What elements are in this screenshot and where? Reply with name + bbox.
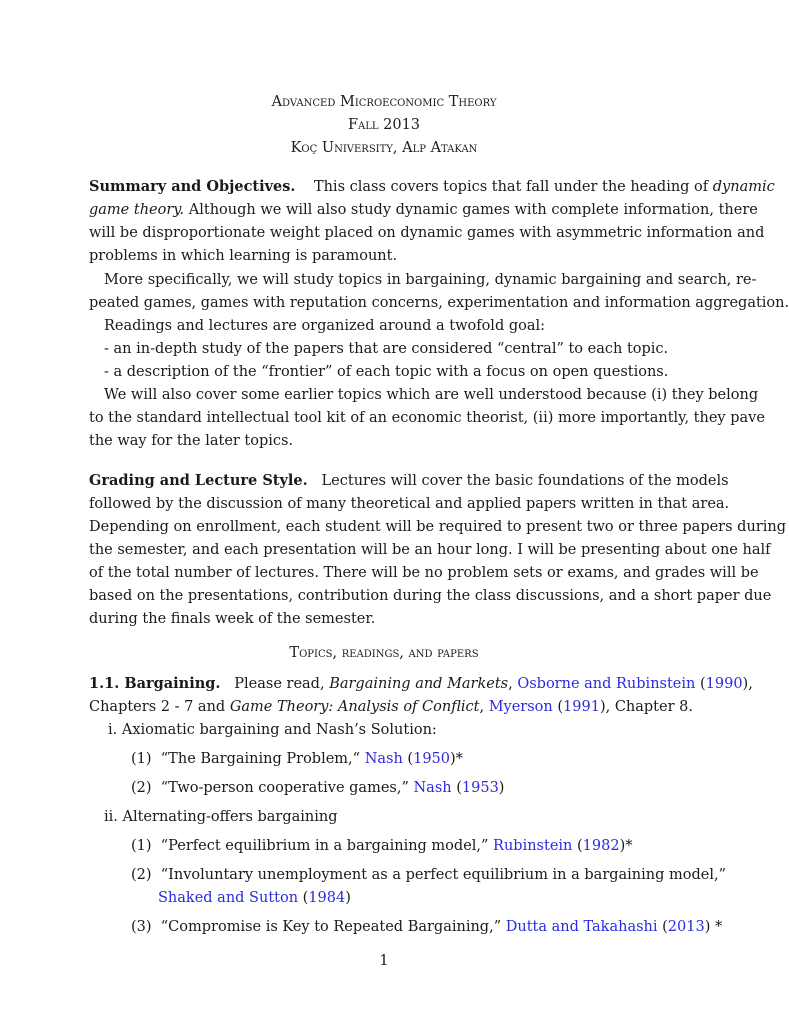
page-number: 1: [379, 953, 389, 969]
grading-line-4: the semester, and each presentation will be an hour long. I will be presenting about one half: [89, 542, 771, 558]
summary-goal-1: - an in-depth study of the papers that are considered “central” to each topic.: [104, 341, 669, 357]
summary-goal-2: - a description of the “frontier” of each topic with a focus on open questions.: [104, 364, 669, 380]
course-institution: Koç University, Alp Atakan: [290, 140, 478, 156]
grading-line-3: Depending on enrollment, each student will be required to present two or three papers during: [89, 519, 786, 535]
grading-line-5: of the total number of lectures. There will be no problem sets or exams, and grades will be: [89, 565, 759, 581]
summary-line-4: problems in which learning is paramount.: [89, 248, 398, 264]
citation-year-link[interactable]: 1982: [582, 838, 620, 854]
citation-link[interactable]: Myerson: [488, 699, 553, 715]
reading-item: (3) “Compromise is Key to Repeated Bargaining,” Dutta and Takahashi (2013) *: [131, 919, 723, 935]
reading-item: (2) “Involuntary unemployment as a perfect equilibrium in a bargaining model,”: [131, 867, 727, 883]
citation-link[interactable]: Osborne and Rubinstein: [517, 676, 696, 692]
summary-line-1: Summary and Objectives. This class covers topics that fall under the heading of dynamic: [89, 178, 775, 195]
summary-p2-line-1: More specifically, we will study topics in bargaining, dynamic bargaining and search, re-: [104, 272, 757, 288]
summary-line-3: will be disproportionate weight placed on dynamic games with asymmetric information and: [89, 225, 765, 241]
summary-heading: Summary and Objectives.: [89, 178, 296, 195]
summary-p2-line-2: peated games, games with reputation concerns, experimentation and information aggregation.: [89, 295, 789, 311]
reading-item: (1) “The Bargaining Problem,“ Nash (1950)*: [131, 751, 463, 767]
summary-p6-line-3: the way for the later topics.: [89, 433, 294, 449]
summary-line-2: game theory. Although we will also study dynamic games with complete information, there: [89, 202, 758, 218]
subtopic-alternating-offers: ii. Alternating-offers bargaining: [104, 809, 338, 825]
grading-heading: Grading and Lecture Style.: [89, 472, 308, 489]
topics-heading: Topics, readings, and papers: [289, 645, 479, 661]
grading-line-6: based on the presentations, contribution during the class discussions, and a short paper due: [89, 588, 772, 604]
citation-year-link[interactable]: 1953: [461, 780, 499, 796]
citation-link[interactable]: Dutta and Takahashi: [505, 919, 658, 935]
citation-year-link[interactable]: 2013: [667, 919, 705, 935]
citation-year-link[interactable]: 1950: [413, 751, 450, 767]
bargaining-line-2: Chapters 2 - 7 and Game Theory: Analysis of Conflict, Myerson (1991), Chapter 8.: [89, 699, 693, 715]
grading-line-2: followed by the discussion of many theoretical and applied papers written in that area.: [89, 496, 730, 512]
reading-item-continued: Shaked and Sutton (1984): [158, 890, 351, 906]
summary-p6-line-2: to the standard intellectual tool kit of an economic theorist, (ii) more importantly, they pave: [89, 410, 765, 426]
bargaining-heading: 1.1. Bargaining.: [89, 675, 221, 692]
reading-item: (1) “Perfect equilibrium in a bargaining model,” Rubinstein (1982)*: [131, 838, 633, 854]
citation-link[interactable]: Nash: [413, 780, 452, 796]
course-title: Advanced Microeconomic Theory: [271, 94, 497, 110]
summary-p3: Readings and lectures are organized around a twofold goal:: [104, 318, 546, 334]
citation-link[interactable]: Shaked and Sutton: [158, 890, 299, 906]
citation-year-link[interactable]: 1990: [705, 676, 743, 692]
subtopic-axiomatic: i. Axiomatic bargaining and Nash’s Solution:: [108, 722, 437, 738]
citation-link[interactable]: Rubinstein: [493, 838, 573, 854]
citation-year-link[interactable]: 1991: [563, 699, 600, 715]
reading-item: (2) “Two-person cooperative games,” Nash (1953): [131, 780, 505, 796]
summary-p6-line-1: We will also cover some earlier topics which are well understood because (i) they belong: [104, 387, 759, 403]
course-term: Fall 2013: [347, 117, 421, 133]
grading-line-7: during the finals week of the semester.: [89, 611, 376, 627]
citation-link[interactable]: Nash: [364, 751, 403, 767]
grading-line-1: Grading and Lecture Style. Lectures will cover the basic foundations of the models: [89, 472, 729, 489]
bargaining-line-1: 1.1. Bargaining. Please read, Bargaining and Markets, Osborne and Rubinstein (1990),: [89, 675, 753, 692]
citation-year-link[interactable]: 1984: [308, 890, 346, 906]
